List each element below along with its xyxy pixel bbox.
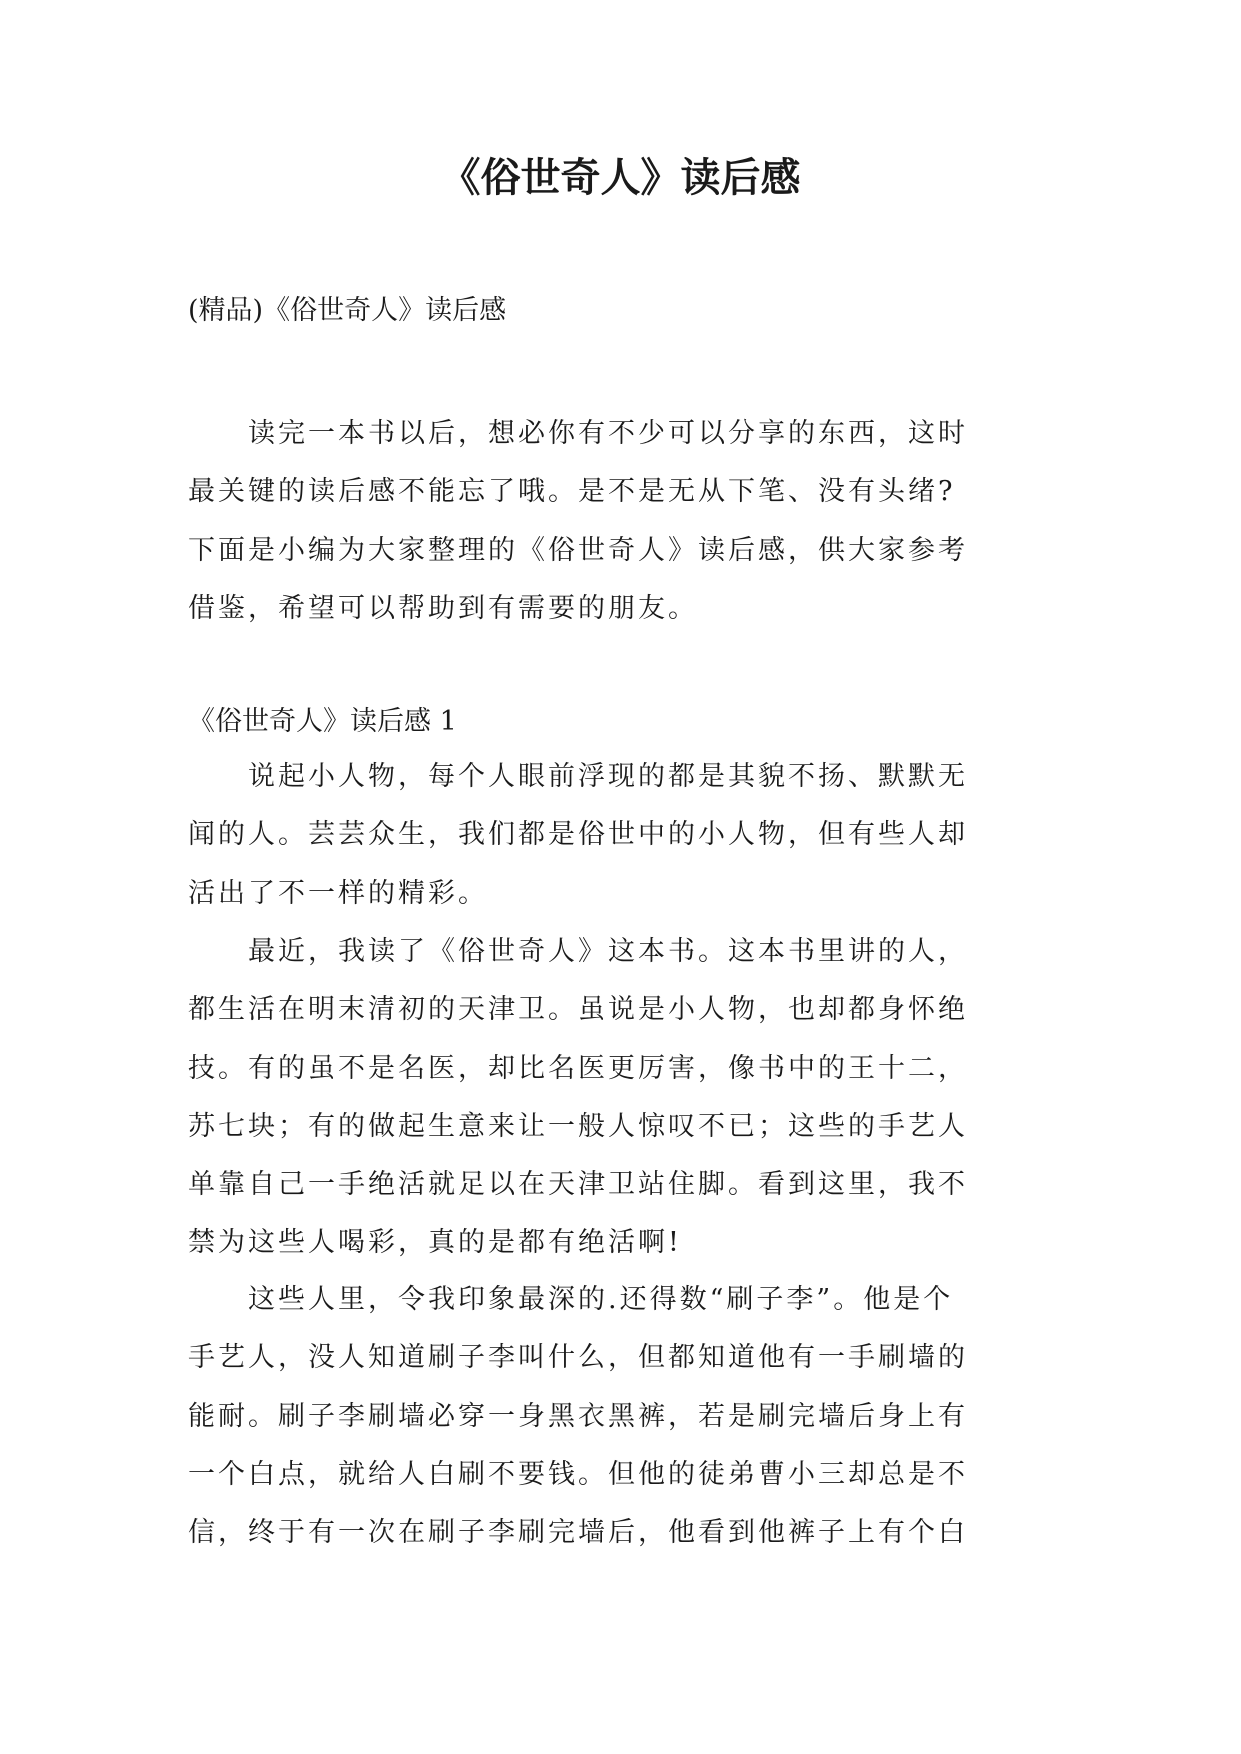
intro-line: 最关键的读后感不能忘了哦。是不是无从下笔、没有头绪? bbox=[188, 476, 956, 508]
paragraph-line: 最近，我读了《俗世奇人》这本书。这本书里讲的人， bbox=[248, 936, 968, 967]
paragraph-line: 单靠自己一手绝活就足以在天津卫站住脚。看到这里，我不 bbox=[188, 1169, 968, 1201]
paragraph-line: 禁为这些人喝彩，真的是都有绝活啊! bbox=[188, 1227, 682, 1259]
paragraph-line: 手艺人，没人知道刷子李叫什么，但都知道他有一手刷墙的 bbox=[188, 1342, 968, 1374]
body-paragraph-2 bbox=[188, 923, 1052, 1273]
paragraph-line: 闻的人。芸芸众生，我们都是俗世中的小人物，但有些人却 bbox=[188, 819, 968, 851]
paragraph-line: 都生活在明末清初的天津卫。虽说是小人物，也却都身怀绝 bbox=[188, 994, 968, 1026]
paragraph-line: 一个白点，就给人白刷不要钱。但他的徒弟曹小三却总是不 bbox=[188, 1458, 968, 1490]
paragraph-line: 这些人里，令我印象最深的.还得数“刷子李”。他是个 bbox=[248, 1284, 954, 1315]
body-paragraph-1 bbox=[188, 748, 1052, 923]
intro-line: 借鉴，希望可以帮助到有需要的朋友。 bbox=[188, 592, 698, 624]
paragraph-line: 活出了不一样的精彩。 bbox=[188, 877, 488, 909]
body-paragraph-3 bbox=[188, 1271, 1052, 1562]
section-heading: 《俗世奇人》读后感 1 bbox=[188, 706, 457, 737]
intro-line: 下面是小编为大家整理的《俗世奇人》读后感，供大家参考 bbox=[188, 534, 968, 566]
paragraph-line: 苏七块；有的做起生意来让一般人惊叹不已；这些的手艺人 bbox=[188, 1110, 968, 1142]
intro-paragraph bbox=[188, 405, 1052, 638]
paragraph-line: 信，终于有一次在刷子李刷完墙后，他看到他裤子上有个白 bbox=[188, 1517, 968, 1549]
paragraph-line: 技。有的虽不是名医，却比名医更厉害，像书中的王十二， bbox=[188, 1052, 968, 1084]
paragraph-line: 说起小人物，每个人眼前浮现的都是其貌不扬、默默无 bbox=[248, 761, 968, 792]
document-subtitle: (精品)《俗世奇人》读后感 bbox=[188, 295, 507, 326]
intro-line: 读完一本书以后，想必你有不少可以分享的东西，这时 bbox=[248, 418, 968, 449]
paragraph-line: 能耐。刷子李刷墙必穿一身黑衣黑裤，若是刷完墙后身上有 bbox=[188, 1400, 968, 1432]
document-title: 《俗世奇人》读后感 bbox=[440, 155, 801, 201]
